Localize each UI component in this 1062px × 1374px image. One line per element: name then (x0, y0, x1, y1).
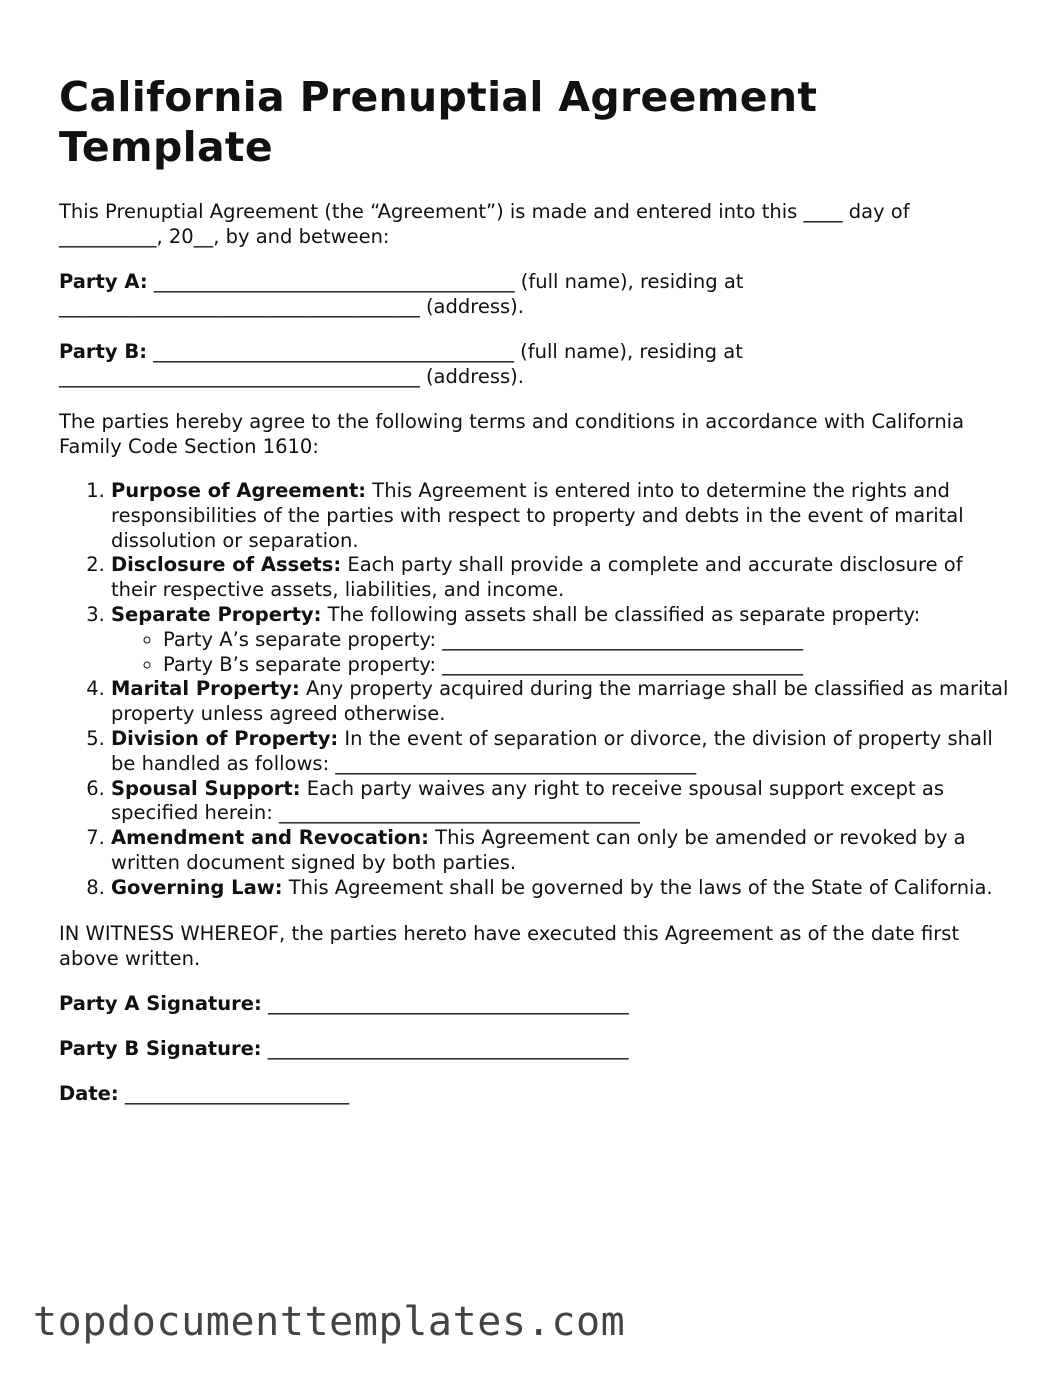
terms-list (59, 479, 1009, 901)
term-text: The following assets shall be classified as separate property: (321, 602, 921, 626)
document-page (59, 72, 1009, 1126)
term-item (111, 603, 1009, 677)
term-title: Purpose of Agreement: (111, 479, 367, 502)
term-title: Division of Property: (111, 726, 339, 750)
party-b-text: _____________________________________ (full name), residing at _____________________________________ (address). (59, 340, 743, 388)
term-title: Separate Property: (111, 602, 322, 626)
party-a-signature (59, 991, 1009, 1016)
term-text: This Agreement is entered into to determine the rights and responsibilities of the parties with respect to property and debts in the event of marital dissolution or separation. (111, 479, 964, 552)
party-a-label: Party A: (59, 270, 148, 293)
party-b-block (59, 339, 1009, 389)
date-field (59, 1081, 1009, 1106)
intro-paragraph: This Prenuptial Agreement (the “Agreement”) is made and entered into this ____ day of __________, 20__, by and between: (59, 200, 910, 248)
sub-item: ◦ Party A’s separate property: _____________________________________ (163, 628, 1009, 653)
party-a-signature-line: _____________________________________ (261, 991, 629, 1015)
term-text: Each party shall provide a complete and accurate disclosure of their respective assets, liabilities, and income. (111, 553, 963, 602)
date-label: Date: (59, 1081, 119, 1105)
party-a-block (59, 269, 1009, 319)
party-b-signature-label: Party B Signature: (59, 1036, 262, 1060)
term-title: Amendment and Revocation: (111, 826, 429, 850)
witness-paragraph: IN WITNESS WHEREOF, the parties hereto have executed this Agreement as of the date first above written. (59, 921, 960, 970)
term-text: This Agreement shall be governed by the laws of the State of California. (282, 875, 993, 899)
term-title: Marital Property: (111, 677, 300, 701)
term-item (111, 553, 1009, 603)
term-item (111, 876, 1009, 901)
preamble-paragraph: The parties hereby agree to the following terms and conditions in accordance with California Family Code Section 1610: (59, 410, 965, 458)
term-text: Any property acquired during the marriage shall be classified as marital property unless agreed otherwise. (111, 677, 1009, 726)
party-b-label: Party B: (59, 340, 148, 363)
party-b-signature-line: _____________________________________ (261, 1036, 629, 1060)
term-item (111, 777, 1009, 827)
term-title: Disclosure of Assets: (111, 553, 342, 577)
term-text: In the event of separation or divorce, the division of property shall be handled as follows: _____________________________________ (111, 726, 993, 775)
term-text: This Agreement can only be amended or revoked by a written document signed by both parties. (111, 826, 966, 874)
site-watermark: topdocumenttemplates.com (33, 1299, 626, 1345)
term-title: Governing Law: (111, 875, 283, 899)
term-title: Spousal Support: (111, 776, 301, 800)
separate-property-list (111, 628, 1009, 678)
party-a-text: _____________________________________ (full name), residing at _____________________________________ (address). (59, 270, 744, 318)
term-item (111, 826, 1009, 876)
term-item (111, 479, 1009, 553)
term-text: Each party waives any right to receive spousal support except as specified herein: _____________________________________ (111, 776, 944, 825)
sub-item: ◦ Party B’s separate property: _____________________________________ (163, 653, 1009, 678)
party-a-signature-label: Party A Signature: (59, 991, 262, 1015)
date-line: _______________________ (118, 1081, 350, 1105)
party-b-signature (59, 1036, 1009, 1061)
page-title: California Prenuptial Agreement Template (59, 73, 818, 171)
term-item (111, 727, 1009, 777)
term-item (111, 677, 1009, 727)
